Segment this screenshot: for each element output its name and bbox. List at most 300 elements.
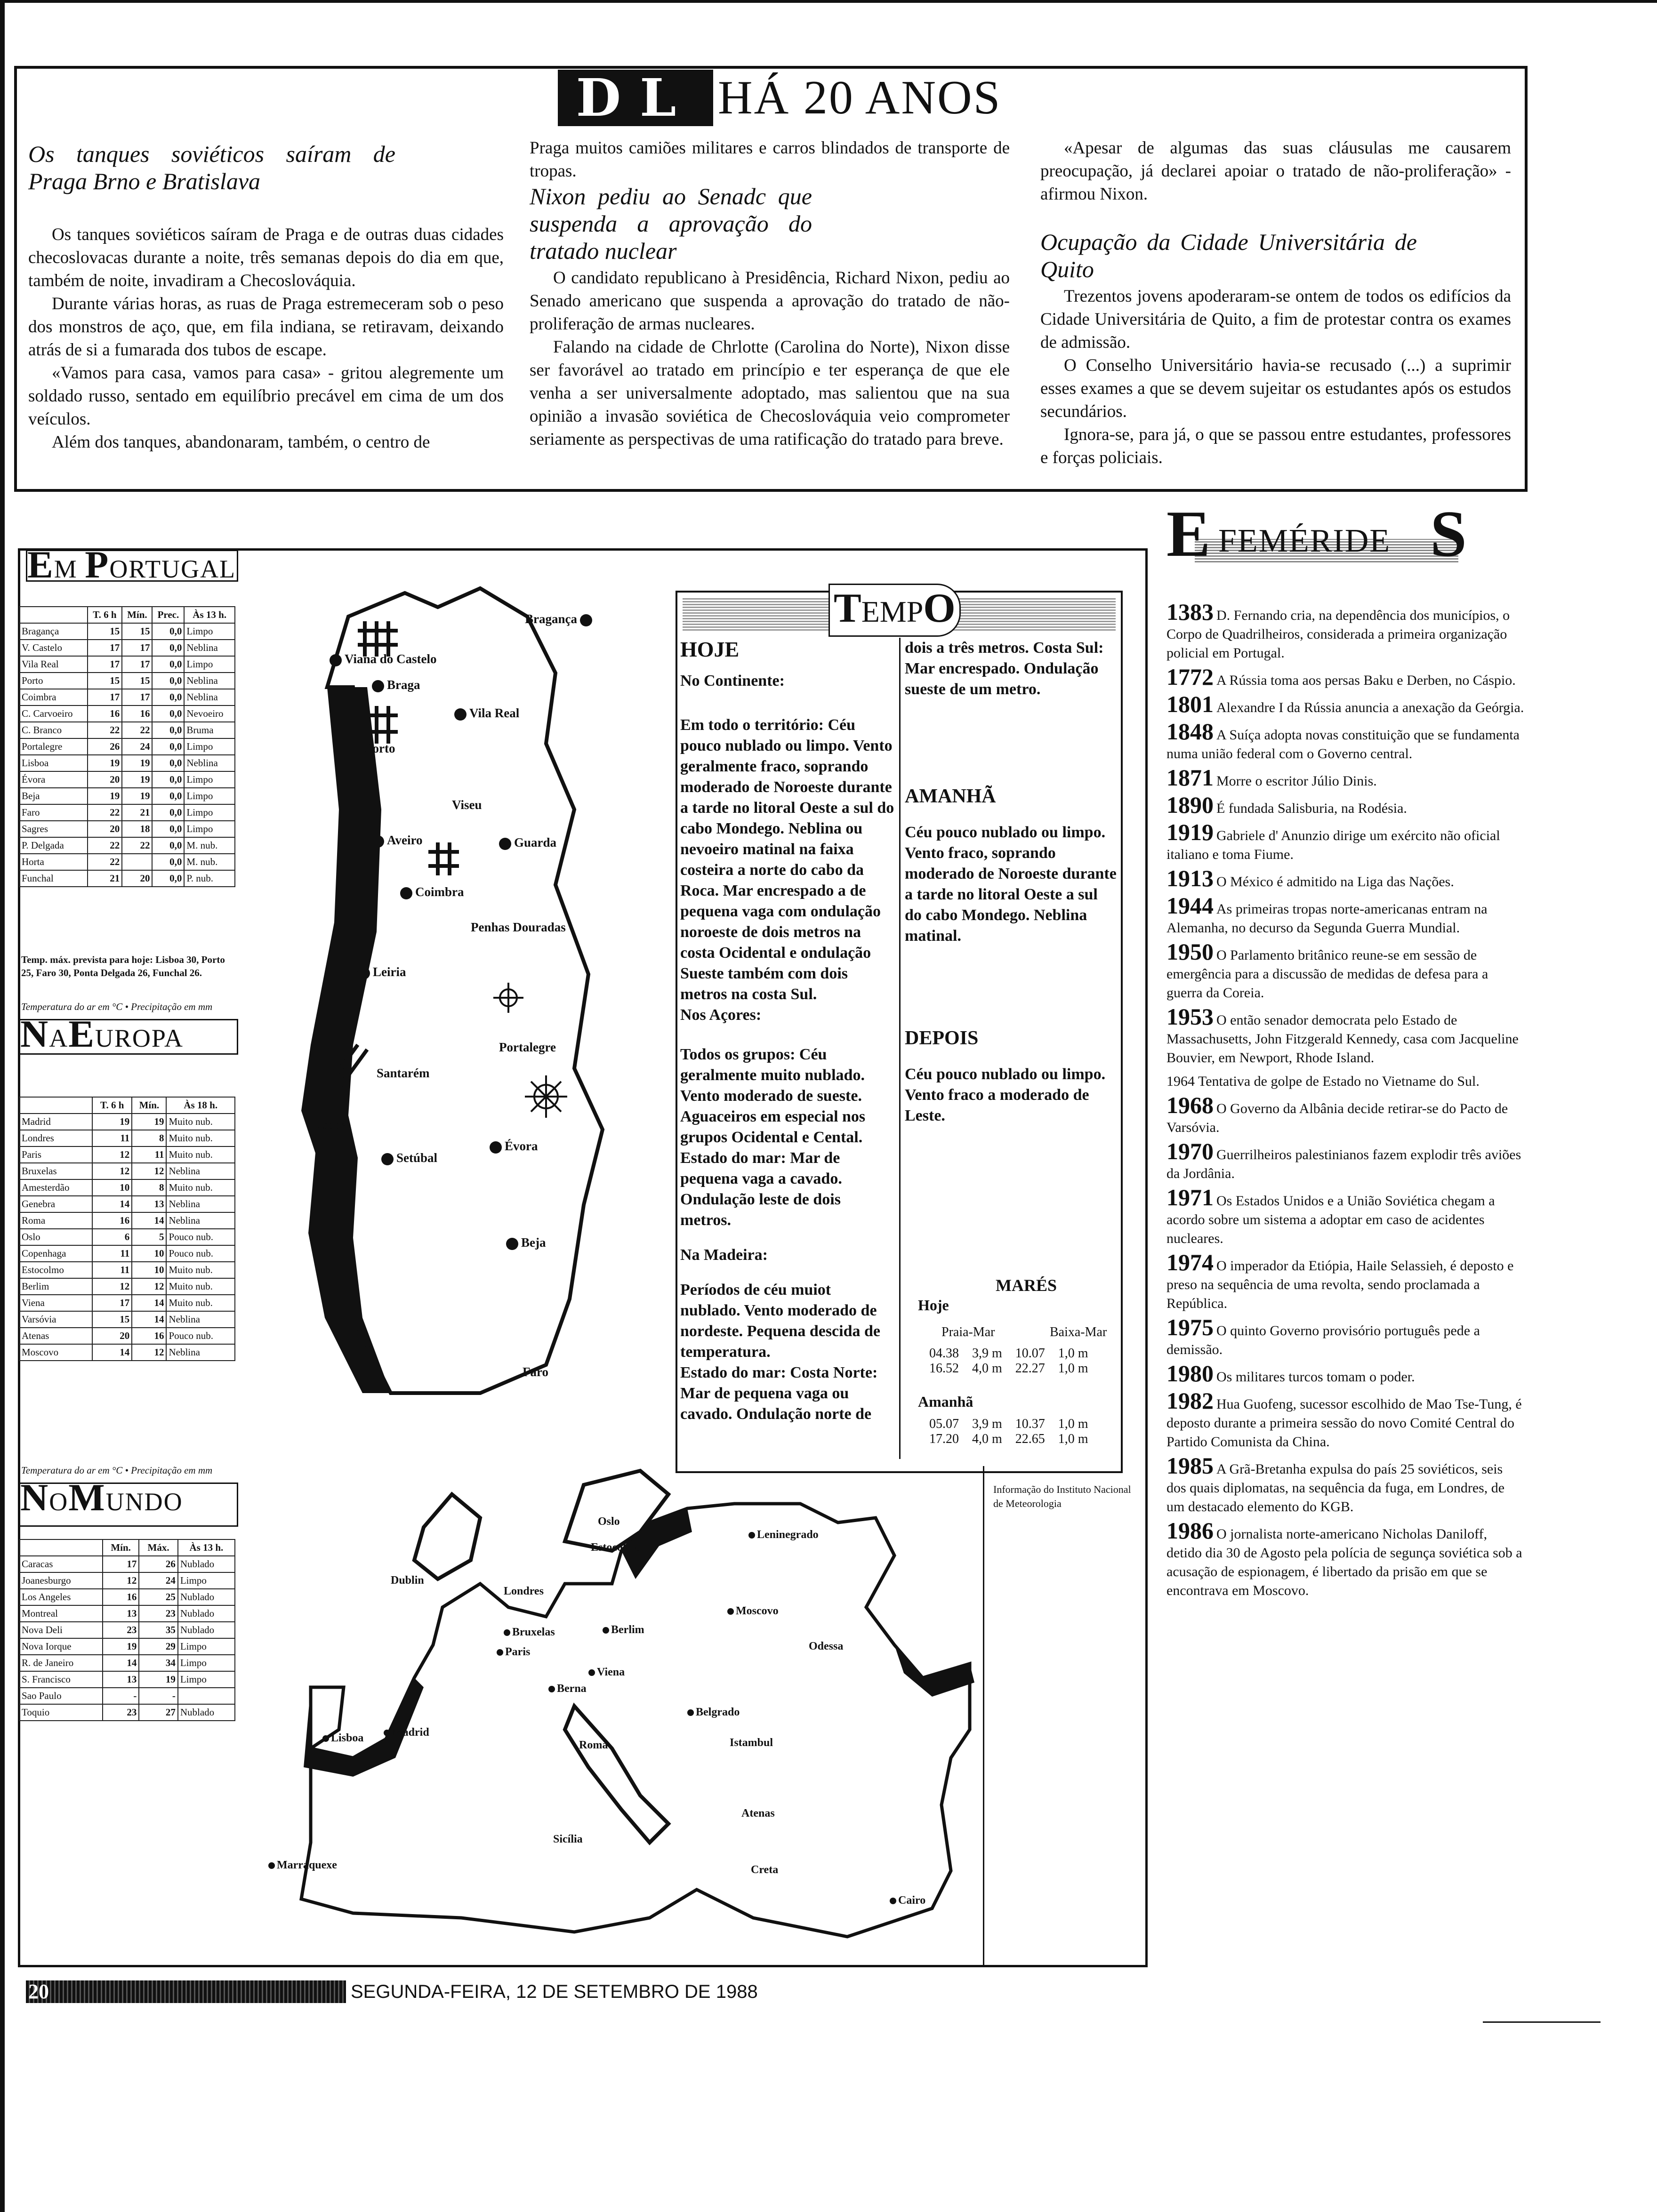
value-cell: Muito nub.: [166, 1146, 235, 1163]
efemeride-entry: [1166, 1452, 1524, 1516]
value-cell: Muito nub.: [166, 1262, 235, 1278]
value-cell: 22: [122, 722, 152, 738]
article-column-3: [1040, 136, 1511, 469]
tide-cell: 4,0 m: [972, 1361, 1002, 1376]
efemeride-year: 1985: [1166, 1452, 1214, 1479]
efemeride-entry: [1166, 1072, 1524, 1091]
efemeride-year: 1848: [1166, 718, 1214, 745]
efemeride-entry: [1166, 1184, 1524, 1248]
value-cell: 35: [139, 1622, 178, 1638]
tempo-column-2: [905, 638, 1117, 1126]
value-cell: 11: [132, 1146, 166, 1163]
value-cell: Bruma: [184, 722, 235, 738]
table-row: [19, 788, 235, 804]
value-cell: Nublado: [178, 1605, 235, 1622]
efemeride-text: O imperador da Etiópia, Haile Selassieh, é deposto e preso na sequência de uma revolta, sendo proclamada a República.: [1166, 1258, 1514, 1311]
efemeride-entry: [1166, 865, 1524, 891]
city-name-cell: Porto: [19, 673, 88, 689]
value-cell: Limpo: [184, 821, 235, 837]
city-name-cell: Nova Iorque: [19, 1638, 103, 1655]
table-header-cell: [19, 1097, 92, 1114]
depois-forecast: Céu pouco nublado ou limpo. Vento fraco a moderado de Leste.: [905, 1066, 1106, 1124]
europe-city-label: Paris: [497, 1646, 530, 1659]
city-name-cell: Vila Real: [19, 656, 88, 673]
tide-cell: 1,0 m: [1058, 1361, 1088, 1376]
value-cell: Muito nub.: [166, 1130, 235, 1146]
value-cell: 0,0: [152, 837, 184, 854]
value-cell: 19: [122, 788, 152, 804]
tide-row: [923, 1432, 1095, 1447]
value-cell: 14: [92, 1344, 132, 1361]
value-cell: Muito nub.: [166, 1278, 235, 1295]
rain-icon: [358, 621, 398, 657]
value-cell: 14: [132, 1311, 166, 1328]
value-cell: 8: [132, 1179, 166, 1196]
table-header-cell: T. 6 h: [88, 607, 122, 623]
value-cell: 10: [132, 1245, 166, 1262]
footer-bar: [26, 1980, 346, 2003]
map-city-label: Faro: [523, 1365, 548, 1379]
europe-city-label: Viena: [588, 1666, 625, 1679]
value-cell: Limpo: [184, 771, 235, 788]
tide-cell: 1,0 m: [1058, 1432, 1088, 1446]
value-cell: 21: [122, 804, 152, 821]
value-cell: 17: [103, 1556, 139, 1572]
table-row: [19, 1622, 235, 1638]
tide-row: [923, 1361, 1095, 1376]
efemeride-year: 1968: [1166, 1092, 1214, 1118]
europa-table-title: NAEUROPA: [19, 1019, 238, 1055]
table-header-row: [19, 1539, 235, 1556]
value-cell: 12: [92, 1146, 132, 1163]
value-cell: 0,0: [152, 854, 184, 870]
value-cell: 19: [88, 788, 122, 804]
value-cell: 22: [88, 854, 122, 870]
value-cell: Neblina: [166, 1344, 235, 1361]
efemeride-entry: [1166, 1138, 1524, 1183]
table-row: [19, 1229, 235, 1245]
quito-headline: Ocupação da Cidade Universitária de Quito: [1040, 229, 1417, 282]
europe-city-label: Estocolmo: [591, 1541, 641, 1554]
value-cell: 13: [103, 1671, 139, 1688]
city-name-cell: Copenhaga: [19, 1245, 92, 1262]
value-cell: 26: [88, 738, 122, 755]
city-name-cell: Faro: [19, 804, 88, 821]
efemeride-year: 1890: [1166, 792, 1214, 818]
table-row: [19, 640, 235, 656]
table-row: [19, 1589, 235, 1605]
value-cell: Neblina: [166, 1196, 235, 1212]
value-cell: 14: [103, 1655, 139, 1671]
value-cell: 15: [92, 1311, 132, 1328]
footer-rule: [1483, 2021, 1601, 2023]
efemeride-year: 1953: [1166, 1003, 1214, 1030]
efemeride-year: 1980: [1166, 1360, 1214, 1387]
europe-city-label: Berna: [548, 1683, 587, 1695]
value-cell: 29: [139, 1638, 178, 1655]
value-cell: Neblina: [184, 673, 235, 689]
table-header-cell: Prec.: [152, 607, 184, 623]
europe-city-label: Sicília: [553, 1833, 583, 1845]
value-cell: Nublado: [178, 1704, 235, 1721]
table-row: [19, 1344, 235, 1361]
europe-city-label: Cairo: [890, 1894, 925, 1907]
value-cell: M. nub.: [184, 837, 235, 854]
continente-forecast: Em todo o território: Céu pouco nublado ou limpo. Vento geralmente fraco, soprando moderado de Noroeste durante a tarde no litoral Oeste a sul do cabo Mondego. Neblina ou nevoeiro matinal na faixa costeira a norte do cabo da Roca. Mar encrespado a de pequena vaga com ondulação noroeste de dois metros na costa Ocidental e ondulação Sueste também com dois metros na costa Sul.: [680, 716, 894, 1003]
left-edge-rule: [0, 0, 5, 2212]
value-cell: 0,0: [152, 705, 184, 722]
europe-city-label: Bruxelas: [504, 1626, 555, 1639]
value-cell: Limpo: [178, 1655, 235, 1671]
value-cell: 0,0: [152, 788, 184, 804]
value-cell: 0,0: [152, 640, 184, 656]
europa-unit-note: Temperatura do ar em °C • Precipitação em mm: [21, 1465, 213, 1476]
tide-cell: 22.27: [1015, 1361, 1045, 1376]
value-cell: Limpo: [178, 1572, 235, 1589]
value-cell: 6: [92, 1229, 132, 1245]
tide-cell: 10.07: [1015, 1346, 1045, 1361]
table-row: [19, 1655, 235, 1671]
table-row: [19, 1212, 235, 1229]
value-cell: 19: [103, 1638, 139, 1655]
value-cell: 17: [88, 656, 122, 673]
city-name-cell: Lisboa: [19, 755, 88, 771]
meteorology-credit: Informação do Instituto Nacional de Meteorologia: [993, 1483, 1131, 1509]
table-row: [19, 1278, 235, 1295]
value-cell: Neblina: [166, 1212, 235, 1229]
madeira-forecast: Períodos de céu muiot nublado. Vento moderado de nordeste. Pequena descida de temperatura.: [680, 1281, 880, 1361]
city-name-cell: Coimbra: [19, 689, 88, 705]
value-cell: 17: [122, 656, 152, 673]
efemeride-entry: [1166, 764, 1524, 791]
tide-cell: 10.37: [1015, 1417, 1045, 1431]
value-cell: 15: [88, 673, 122, 689]
tide-cell: 3,9 m: [972, 1417, 1002, 1431]
map-city-label: Viana do Castelo: [330, 652, 437, 666]
mares-amanha-label: Amanhã: [918, 1393, 973, 1410]
value-cell: 15: [122, 673, 152, 689]
efemeride-year: 1982: [1166, 1387, 1214, 1414]
city-name-cell: C. Carvoeiro: [19, 705, 88, 722]
table-row: [19, 1328, 235, 1344]
value-cell: 0,0: [152, 673, 184, 689]
value-cell: Limpo: [178, 1638, 235, 1655]
value-cell: Neblina: [184, 755, 235, 771]
table-header-cell: Máx.: [139, 1539, 178, 1556]
table-row: [19, 1638, 235, 1655]
value-cell: P. nub.: [184, 870, 235, 887]
table-row: [19, 1556, 235, 1572]
praia-mar-label: Praia-Mar: [941, 1325, 995, 1339]
table-row: [19, 1114, 235, 1130]
value-cell: 34: [139, 1655, 178, 1671]
efemeride-year: 1772: [1166, 664, 1214, 690]
city-name-cell: Évora: [19, 771, 88, 788]
tide-cell: 16.52: [929, 1361, 959, 1376]
table-header-cell: Às 18 h.: [166, 1097, 235, 1114]
top-rule: [0, 0, 1657, 3]
tanks-paragraph-continued: Praga muitos camiões militares e carros blindados de transporte de tropas.: [530, 138, 1010, 181]
value-cell: 19: [122, 755, 152, 771]
table-row: [19, 821, 235, 837]
table-row: [19, 1704, 235, 1721]
value-cell: 0,0: [152, 623, 184, 640]
map-city-label: Lisboa: [311, 1118, 348, 1132]
city-name-cell: Los Angeles: [19, 1589, 103, 1605]
map-city-label: Évora: [490, 1139, 538, 1154]
quito-paragraph: Trezentos jovens apoderaram-se ontem de todos os edifícios da Cidade Universitária de Quito, a fim de protestar contra os exames de admissão.: [1040, 287, 1511, 352]
efemeride-year: 1913: [1166, 865, 1214, 891]
city-name-cell: Beja: [19, 788, 88, 804]
acores-forecast: Todos os grupos: Céu geralmente muito nublado. Vento moderado de sueste. Aguaceiros em especial nos grupos Ocidental e Cental.: [680, 1046, 866, 1146]
efemeride-entry: [1166, 1003, 1524, 1067]
map-city-label: Bragança: [525, 612, 595, 626]
value-cell: [122, 854, 152, 870]
table-row: [19, 1163, 235, 1179]
depois-heading: DEPOIS: [905, 1027, 979, 1049]
value-cell: 14: [132, 1212, 166, 1229]
table-row: [19, 771, 235, 788]
europa-weather-table: [19, 1097, 235, 1361]
value-cell: 13: [132, 1196, 166, 1212]
value-cell: 27: [139, 1704, 178, 1721]
efemeride-text: D. Fernando cria, na dependência dos municípios, o Corpo de Quadrilheiros, considerada a primeira organização policial em Portugal.: [1166, 608, 1510, 661]
value-cell: Muito nub.: [166, 1114, 235, 1130]
nixon-paragraph: Falando na cidade de Chrlotte (Carolina do Norte), Nixon disse ser favorável ao tratado em princípio e ter esperança de que ele venha a ser universalmente adoptado, mas salientou que na sua opinião a invasão soviética de Checoslováquia veio comprometer seriamente as perspectivas de uma ratificação do tratado para breve.: [530, 337, 1010, 449]
value-cell: [178, 1688, 235, 1704]
value-cell: 0,0: [152, 821, 184, 837]
map-city-label: Santarém: [377, 1066, 430, 1080]
value-cell: 23: [103, 1704, 139, 1721]
map-city-label: Braga: [372, 678, 420, 692]
value-cell: 19: [122, 771, 152, 788]
value-cell: 22: [122, 837, 152, 854]
value-cell: 20: [88, 821, 122, 837]
europe-city-label: Moscovo: [727, 1605, 779, 1618]
value-cell: 19: [139, 1671, 178, 1688]
table-row: [19, 705, 235, 722]
table-row: [19, 738, 235, 755]
page-number: 20: [28, 1980, 49, 2003]
city-name-cell: S. Francisco: [19, 1671, 103, 1688]
efemeride-year: 1871: [1166, 764, 1214, 791]
table-row: [19, 1311, 235, 1328]
value-cell: -: [139, 1688, 178, 1704]
value-cell: 15: [122, 623, 152, 640]
amanha-forecast: Céu pouco nublado ou limpo. Vento fraco, soprando moderado de Noroeste durante a tarde no litoral Oeste a sul do cabo Mondego. Neblina matinal.: [905, 824, 1117, 945]
value-cell: 20: [92, 1328, 132, 1344]
value-cell: 24: [139, 1572, 178, 1589]
efemeride-entry: [1166, 664, 1524, 690]
efemeride-text: Os militares turcos tomam o poder.: [1216, 1369, 1415, 1385]
value-cell: 16: [132, 1328, 166, 1344]
acores-sea-state: Estado do mar: Mar de pequena vaga a cavado. Ondulação leste de dois metros.: [680, 1149, 842, 1229]
efemeride-entry: [1166, 1387, 1524, 1451]
value-cell: 20: [88, 771, 122, 788]
efemeride-entry: [1166, 938, 1524, 1002]
europe-city-label: Madrid: [384, 1726, 429, 1739]
map-city-label: Penhas Douradas: [471, 920, 566, 934]
efemeride-entry: [1166, 792, 1524, 818]
value-cell: 21: [88, 870, 122, 887]
tide-cell: 1,0 m: [1058, 1417, 1088, 1431]
efemeride-year: 1970: [1166, 1138, 1214, 1164]
table-header-cell: T. 6 h: [92, 1097, 132, 1114]
table-header-cell: Às 13 h.: [178, 1539, 235, 1556]
quito-paragraph: Ignora-se, para já, o que se passou entre estudantes, professores e forças policiais.: [1040, 425, 1511, 467]
efemeride-text: O quinto Governo provisório português pede a demissão.: [1166, 1323, 1480, 1357]
mundo-weather-table: [19, 1539, 235, 1721]
efemeride-text: É fundada Salisburia, na Rodésia.: [1216, 801, 1407, 816]
map-city-label: Setúbal: [381, 1151, 437, 1165]
value-cell: Neblina: [166, 1311, 235, 1328]
value-cell: Nevoeiro: [184, 705, 235, 722]
map-city-label: Aveiro: [372, 833, 422, 848]
table-row: [19, 1196, 235, 1212]
british-isles-outline: [414, 1494, 480, 1579]
efemerides-title: E FEMÉRIDE S: [1166, 497, 1467, 570]
europe-city-label: Belgrado: [687, 1706, 740, 1719]
portugal-map: [282, 565, 650, 1468]
city-name-cell: Portalegre: [19, 738, 88, 755]
efemeride-text: A Grã-Bretanha expulsa do país 25 soviéticos, seis dos quais diplomatas, na sequência da fuga, em Londres, de um destacado elemento do KGB.: [1166, 1461, 1505, 1515]
mares-amanha-table: [923, 1417, 1095, 1447]
value-cell: Nublado: [178, 1556, 235, 1572]
city-name-cell: Viena: [19, 1295, 92, 1311]
value-cell: 12: [103, 1572, 139, 1589]
city-name-cell: Nova Deli: [19, 1622, 103, 1638]
europe-city-label: Lisboa: [322, 1732, 363, 1745]
table-header-cell: Mín.: [122, 607, 152, 623]
city-name-cell: Madrid: [19, 1114, 92, 1130]
city-name-cell: Roma: [19, 1212, 92, 1229]
tanks-paragraph: Os tanques soviéticos saíram de Praga e de outras duas cidades checoslovacas durante a noite, três semanas depois do dia em que, também de noite, invadiram a Checoslováquia.: [28, 225, 504, 290]
value-cell: 22: [88, 837, 122, 854]
tempo-title: TEMPO: [828, 584, 961, 637]
value-cell: 5: [132, 1229, 166, 1245]
value-cell: Pouco nub.: [166, 1245, 235, 1262]
efemeride-text: O jornalista norte-americano Nicholas Daniloff, detido dia 30 de Agosto pela polícia de segunça soviética sob a acusação de espionagem, é libertado da prisão em que se encontrava em Moscovo.: [1166, 1526, 1522, 1598]
city-name-cell: Joanesburgo: [19, 1572, 103, 1589]
value-cell: 14: [132, 1295, 166, 1311]
value-cell: Neblina: [166, 1163, 235, 1179]
table-row: [19, 870, 235, 887]
tempo-column-divider: [899, 638, 901, 1459]
city-name-cell: Bragança: [19, 623, 88, 640]
value-cell: 24: [122, 738, 152, 755]
map-city-label: Coimbra: [400, 885, 464, 899]
quito-paragraph: O Conselho Universitário havia-se recusado (...) a suprimir esses exames a que se devem sujeitar os estudantes após os estudos secundários.: [1040, 356, 1511, 421]
tanks-paragraph: Durante várias horas, as ruas de Praga estremeceram sob o peso dos monstros de aço, que, em fila indiana, se retiravam, deixando atrás de si a fumarada dos tubos de escape.: [28, 294, 504, 360]
value-cell: 0,0: [152, 771, 184, 788]
table-row: [19, 804, 235, 821]
efemeride-year: 1950: [1166, 938, 1214, 965]
value-cell: Limpo: [184, 738, 235, 755]
europe-city-label: Odessa: [809, 1640, 844, 1652]
tide-cell: 4,0 m: [972, 1432, 1002, 1446]
city-name-cell: Oslo: [19, 1229, 92, 1245]
value-cell: 0,0: [152, 755, 184, 771]
city-name-cell: Moscovo: [19, 1344, 92, 1361]
footer-date: SEGUNDA-FEIRA, 12 DE SETEMBRO DE 1988: [351, 1981, 758, 2002]
value-cell: 11: [92, 1130, 132, 1146]
efemeride-text: O Parlamento britânico reune-se em sessão de emergência para a discussão de medidas de defesa para a guerra da Coreia.: [1166, 947, 1488, 1001]
table-row: [19, 673, 235, 689]
efemeride-entry: [1166, 1092, 1524, 1137]
value-cell: 0,0: [152, 689, 184, 705]
tide-cell: 1,0 m: [1058, 1346, 1088, 1361]
section-logo: DL: [558, 70, 713, 126]
europe-city-label: Istambul: [730, 1737, 773, 1749]
portugal-unit-note: Temperatura do ar em °C • Precipitação em mm: [21, 1001, 213, 1012]
madeira-sea-state: Estado do mar: Costa Norte: Mar de pequena vaga ou cavado. Ondulação norte de: [680, 1364, 878, 1423]
tide-cell: 05.07: [929, 1417, 959, 1431]
rain-icon: [428, 842, 459, 875]
value-cell: Muito nub.: [166, 1179, 235, 1196]
efemeride-text: Os Estados Unidos e a União Soviética chegam a acordo sobre um sistema a adoptar em caso de acidentes nucleares.: [1166, 1193, 1495, 1246]
efemeride-entry: [1166, 892, 1524, 938]
sun-icon: [525, 1075, 567, 1118]
tide-cell: 17.20: [929, 1432, 959, 1446]
sun-icon: [493, 983, 523, 1013]
city-name-cell: Genebra: [19, 1196, 92, 1212]
value-cell: 19: [88, 755, 122, 771]
efemeride-text: 1964 Tentativa de golpe de Estado no Vietname do Sul.: [1166, 1074, 1480, 1089]
europe-city-label: Dublin: [391, 1574, 424, 1587]
rain-icon: [358, 706, 398, 744]
efemeride-entry: [1166, 819, 1524, 864]
table-header-cell: Às 13 h.: [184, 607, 235, 623]
value-cell: 17: [92, 1295, 132, 1311]
efemeride-text: As primeiras tropas norte-americanas entram na Alemanha, no decurso da Segunda Guerra Mundial.: [1166, 901, 1488, 936]
efemeride-text: Hua Guofeng, sucessor escolhido de Mao Tse-Tung, é deposto durante a primeira sessão do novo Comité Central do Partido Comunista da China.: [1166, 1396, 1522, 1450]
efemeride-year: 1801: [1166, 691, 1214, 717]
value-cell: 16: [103, 1589, 139, 1605]
table-row: [19, 1605, 235, 1622]
portugal-weather-table: [19, 606, 235, 887]
value-cell: 26: [139, 1556, 178, 1572]
map-city-label: Beja: [506, 1235, 546, 1250]
tide-cell: 22.65: [1015, 1432, 1045, 1446]
map-city-label: Leiria: [358, 965, 406, 979]
mares-hoje-label: Hoje: [918, 1297, 949, 1314]
value-cell: 0,0: [152, 804, 184, 821]
efemeride-year: 1975: [1166, 1314, 1214, 1340]
value-cell: Neblina: [184, 640, 235, 656]
tide-row: [923, 1417, 1095, 1432]
efemeride-text: Guerrilheiros palestinianos fazem explodir três aviões da Jordânia.: [1166, 1147, 1521, 1181]
city-name-cell: Paris: [19, 1146, 92, 1163]
table-row: [19, 623, 235, 640]
map-city-label: Portalegre: [499, 1040, 556, 1054]
value-cell: Limpo: [184, 656, 235, 673]
city-name-cell: Sao Paulo: [19, 1688, 103, 1704]
city-name-cell: Berlim: [19, 1278, 92, 1295]
efemerides-list: [1166, 599, 1524, 1605]
value-cell: Limpo: [184, 788, 235, 804]
value-cell: 17: [122, 640, 152, 656]
value-cell: 12: [132, 1163, 166, 1179]
efemeride-text: O México é admitido na Liga das Nações.: [1216, 874, 1454, 890]
value-cell: 20: [122, 870, 152, 887]
table-row: [19, 755, 235, 771]
value-cell: Nublado: [178, 1622, 235, 1638]
europe-city-label: Creta: [751, 1864, 779, 1876]
article-column-2: [530, 136, 1010, 451]
value-cell: 16: [88, 705, 122, 722]
efemeride-year: 1986: [1166, 1517, 1214, 1544]
city-name-cell: Montreal: [19, 1605, 103, 1622]
